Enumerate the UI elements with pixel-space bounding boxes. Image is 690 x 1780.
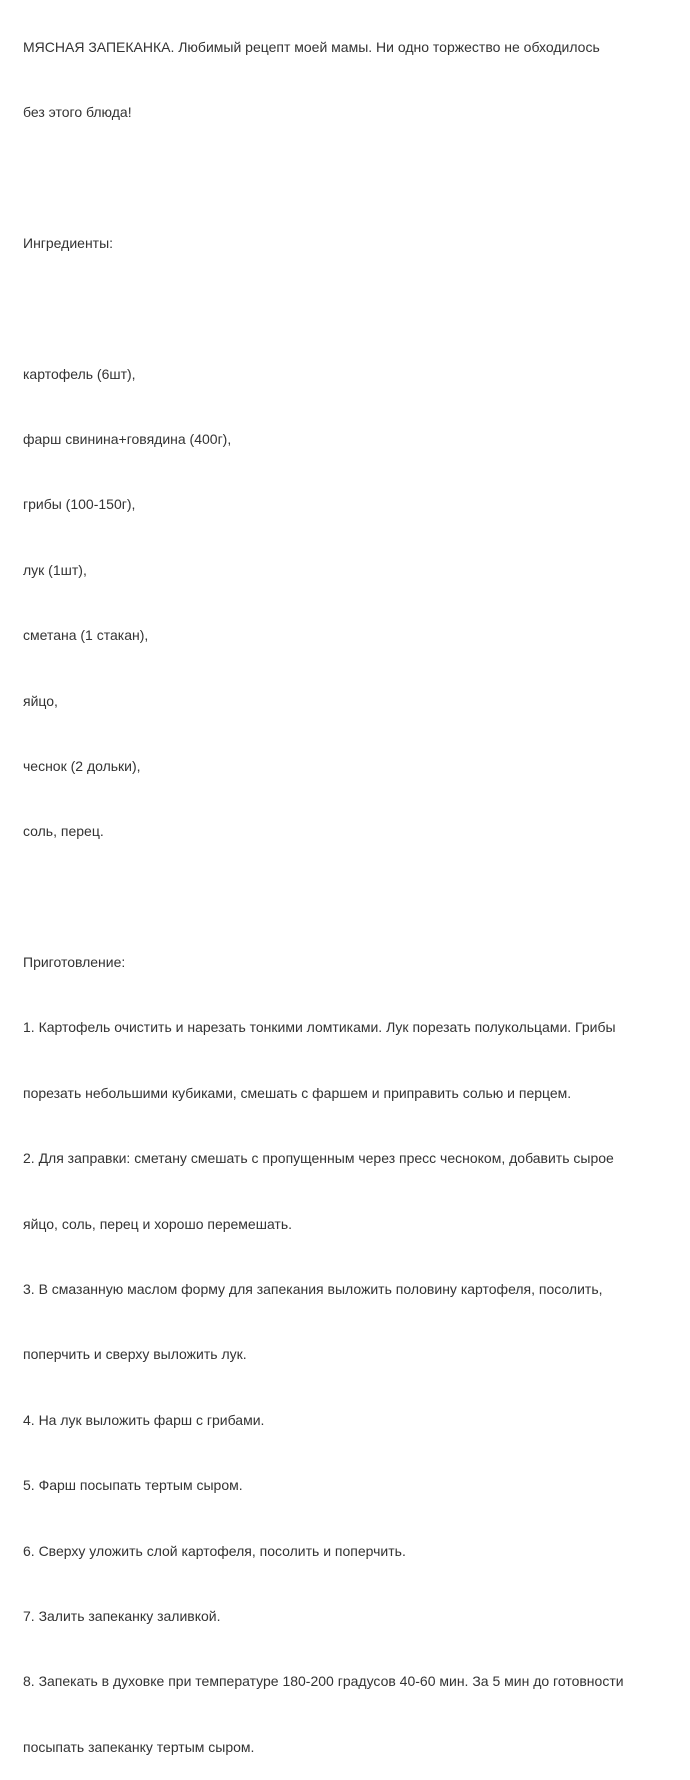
ingredient-item: чеснок (2 дольки), (23, 757, 141, 774)
step-line: 2. Для заправки: сметану смешать с пропущенным через пресс чесноком, добавить сырое (23, 1150, 614, 1167)
step-line: яйцо, соль, перец и хорошо перемешать. (23, 1215, 293, 1232)
step-line: поперчить и сверху выложить лук. (23, 1346, 247, 1363)
ingredients-heading: Ингредиенты: (23, 234, 114, 251)
ingredient-item: грибы (100-150г), (23, 496, 136, 513)
step-line: 4. На лук выложить фарш с грибами. (23, 1411, 265, 1428)
step-line: порезать небольшими кубиками, смешать с фаршем и приправить солью и перцем. (23, 1084, 572, 1101)
blank-line (23, 887, 683, 909)
blank-line (23, 167, 683, 189)
step-line: 3. В смазанную маслом форму для запекания выложить половину картофеля, посолить, (23, 1281, 603, 1298)
step-line: посыпать запеканку тертым сыром. (23, 1738, 255, 1755)
step-line: 6. Сверху уложить слой картофеля, посолить и поперчить. (23, 1542, 406, 1559)
post-text (23, 0, 683, 1780)
preparation-heading: Приготовление: (23, 954, 126, 971)
step-line: 7. Залить запеканку заливкой. (23, 1607, 221, 1624)
ingredient-item: соль, перец. (23, 823, 104, 840)
step-line: 1. Картофель очистить и нарезать тонкими ломтиками. Лук порезать полукольцами. Грибы (23, 1019, 616, 1036)
ingredient-item: яйцо, (23, 692, 58, 709)
ingredient-item: картофель (6шт), (23, 365, 136, 382)
intro-line: без этого блюда! (23, 103, 132, 120)
intro-line: МЯСНАЯ ЗАПЕКАНКА. Любимый рецепт моей мамы. Ни одно торжество не обходилось (23, 38, 600, 55)
step-line: 8. Запекать в духовке при температуре 180-200 градусов 40-60 мин. За 5 мин до готовности (23, 1673, 624, 1690)
step-line: 5. Фарш посыпать тертым сыром. (23, 1477, 243, 1494)
ingredient-item: сметана (1 стакан), (23, 627, 149, 644)
ingredient-item: лук (1шт), (23, 561, 87, 578)
blank-line (23, 298, 683, 320)
ingredient-item: фарш свинина+говядина (400г), (23, 430, 232, 447)
